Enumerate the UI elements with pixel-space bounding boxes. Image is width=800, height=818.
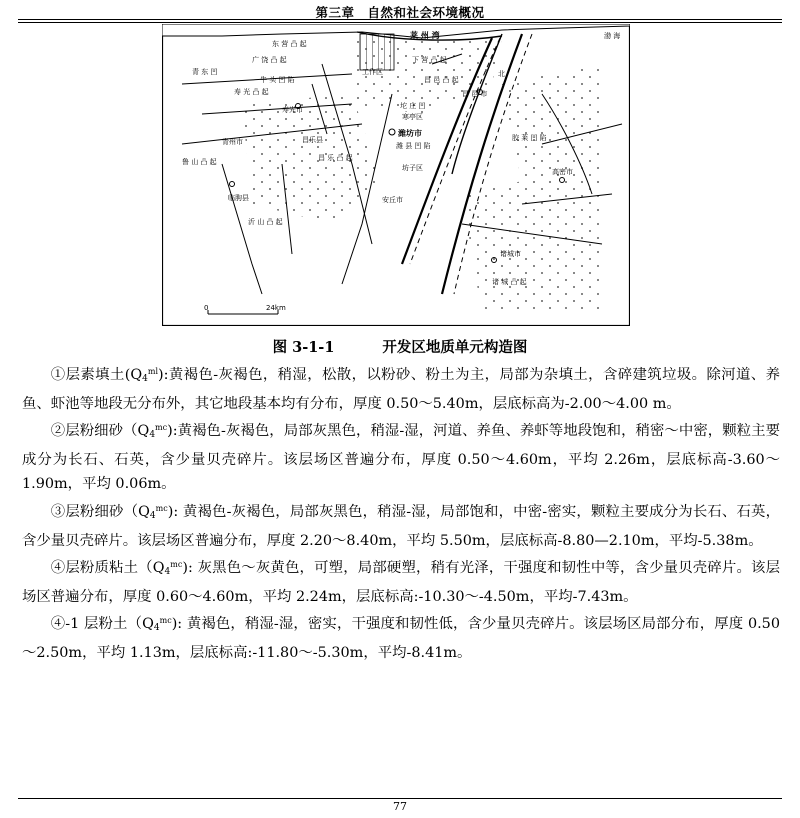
chapter-title: 第三章 自然和社会环境概况	[315, 5, 485, 20]
map-label: 沂 山 凸 起	[248, 218, 283, 226]
map-label: 昌乐县	[302, 136, 323, 144]
figure-caption	[0, 336, 800, 357]
paragraph-layer-4: ④层粉质粘土$(Q_4^{mc})$: 灰黑色～灰黄色，可塑，局部硬塑，稍有光泽，干强度和韧性中等，含少量贝壳碎片。该层场区普遍分布，厚度 0.60～4.60m，平均 2.24m，层底标高:-10.30～-4.50m，平均-7.43m。	[22, 560, 780, 605]
scale-end: 24km	[266, 304, 286, 312]
map-label: 青州市	[222, 138, 243, 146]
footer-rule	[18, 798, 782, 799]
map-label: 莱 州 湾	[410, 31, 440, 40]
scale-zero: 0	[204, 304, 209, 312]
map-label: 寿光市	[282, 106, 303, 114]
map-label: 鲁 山 凸 起	[182, 158, 217, 166]
page-header	[0, 0, 800, 22]
map-label: 胶 莱 凹 陷	[512, 134, 547, 142]
map-label: 昌 邑 市	[462, 90, 488, 98]
map-label: 牛 头 凹 陷	[260, 76, 295, 84]
map-label: 下 营 凸 起	[412, 56, 447, 64]
map-label: 渤 海	[604, 32, 621, 40]
paragraph-layer-3: ③层粉细砂$(Q_4^{mc})$: 黄褐色-灰褐色，局部灰黑色，稍湿-湿，局部饱和，中密-密实，颗粒主要成分为长石、石英，含少量贝壳碎片。该层场区普遍分布，厚度 2.20～8.40m，平均 5.50m，层底标高-8.80—2.10m，平均-5.38m。	[22, 503, 780, 549]
body-text	[22, 360, 780, 666]
paragraph-layer-1: ①层素填土$(Q_4^{ml})$:黄褐色-灰褐色，稍湿，松散，以粉砂、粉土为主，局部为杂填土，含碎建筑垃圾。除河道、养鱼、虾池等地段无分布外，其它地段基本均有分布，厚度 0.50～5.40m，层底标高为-2.00～4.00 m。	[22, 367, 780, 412]
map-label: 坨 庄 凹	[400, 102, 426, 110]
figure-number: 图 3-1-1	[272, 339, 335, 356]
map-label: 高密市	[552, 168, 573, 176]
map-label: 广 饶 凸 起	[252, 56, 287, 64]
work-area	[360, 34, 394, 70]
geology-map	[162, 24, 630, 326]
paragraph-layer-4-1: ④-1 层粉土$(Q_4^{mc})$: 黄褐色，稍湿-湿，密实，干强度和韧性低，含少量贝壳碎片。该层场区局部分布，厚度 0.50～2.50m，平均 1.13m，层底标高:-11.80～-5.30m，平均-8.41m。	[22, 616, 780, 661]
map-label: 北	[498, 70, 505, 78]
figure-title: 开发区地质单元构造图	[382, 339, 528, 356]
paragraph-layer-2: ②层粉细砂$(Q_4^{mc})$:黄褐色-灰褐色，局部灰黑色，稍湿-湿，河道、养鱼、养虾等地段饱和，稍密～中密，颗粒主要成分为长石、石英，含少量贝壳碎片。该层场区普遍分布，厚度 0.50～4.60m，平均 2.26m，层底标高-3.60～1.90m，平均 0.06m。	[22, 423, 780, 493]
map-label: 工作区	[362, 68, 383, 76]
map-label: 寒亭区	[402, 113, 423, 121]
map-label: 寿 光 凸 起	[234, 88, 269, 96]
map-label: 潍坊市	[398, 129, 422, 138]
map-label: 昌 乐 凸 起	[318, 154, 353, 162]
map-label: 青 东 凹	[192, 68, 218, 76]
page-number: 77	[393, 800, 407, 813]
header-rule-thin	[18, 22, 782, 23]
map-label: 诸 城 凸 起	[492, 278, 527, 286]
map-label: 诸城市	[500, 250, 521, 258]
map-label: 临朐县	[228, 194, 249, 202]
header-rule	[18, 19, 782, 20]
map-label: 安丘市	[382, 196, 403, 204]
map-label: 坊子区	[402, 164, 423, 172]
map-label: 潍 县 凹 陷	[396, 142, 431, 150]
map-label: 昌 邑 凸 起	[424, 76, 459, 84]
page-footer	[0, 798, 800, 818]
map-label: 东 营 凸 起	[272, 40, 307, 48]
